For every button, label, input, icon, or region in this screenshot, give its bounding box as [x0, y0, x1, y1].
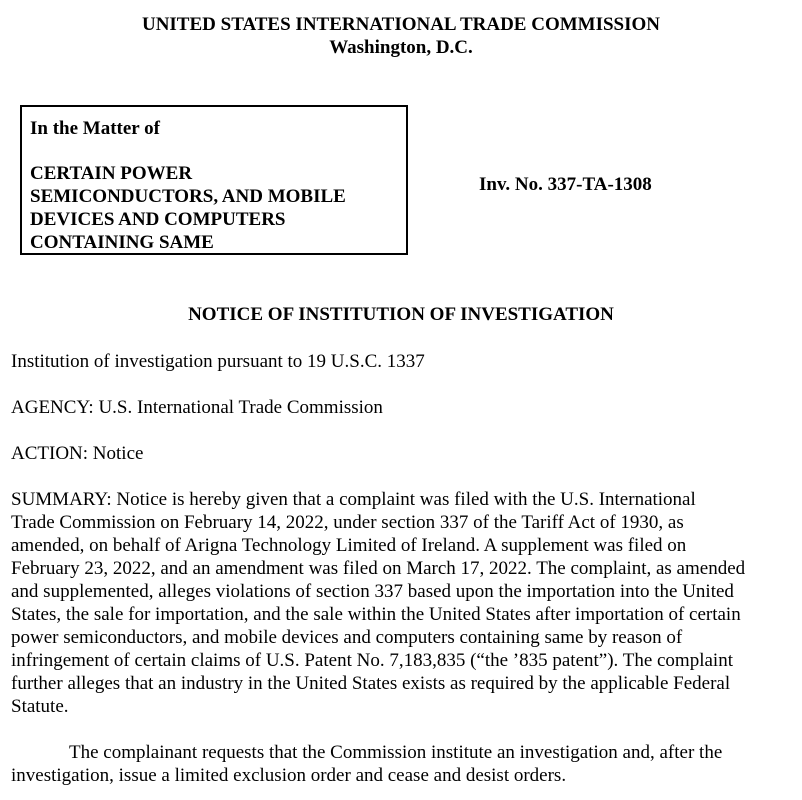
matter-caption-box: [20, 105, 408, 255]
summary-line: Trade Commission on February 14, 2022, under section 337 of the Tariff Act of 1930, as: [11, 512, 684, 533]
summary-line: SUMMARY: Notice is hereby given that a complaint was filed with the U.S. International: [11, 489, 696, 510]
request-line: investigation, issue a limited exclusion order and cease and desist orders.: [11, 765, 567, 786]
action-paragraph: ACTION: Notice: [11, 443, 144, 464]
caption-line: CONTAINING SAME: [30, 232, 214, 253]
summary-paragraph: [11, 488, 795, 718]
in-the-matter-label: In the Matter of: [30, 118, 160, 139]
caption-line: SEMICONDUCTORS, AND MOBILE: [30, 186, 346, 207]
agency-name: UNITED STATES INTERNATIONAL TRADE COMMISSION: [141, 14, 661, 35]
summary-line: February 23, 2022, and an amendment was filed on March 17, 2022. The complaint, as amended: [11, 558, 746, 579]
caption-line: CERTAIN POWER: [30, 163, 193, 184]
summary-line: Statute.: [11, 696, 69, 717]
request-paragraph: [11, 741, 795, 787]
summary-line: and supplemented, alleges violations of section 337 based upon the importation into the United: [11, 581, 734, 602]
matter-caption: [30, 162, 400, 254]
request-line: The complainant requests that the Commission institute an investigation and, after the: [69, 742, 723, 763]
agency-paragraph: AGENCY: U.S. International Trade Commission: [11, 397, 383, 418]
investigation-number: Inv. No. 337-TA-1308: [479, 174, 652, 195]
summary-line: States, the sale for importation, and the sale within the United States after importation of certain: [11, 604, 741, 625]
summary-line: infringement of certain claims of U.S. Patent No. 7,183,835 (“the ’835 patent”). The complaint: [11, 650, 733, 671]
agency-location: Washington, D.C.: [329, 37, 473, 58]
summary-line: power semiconductors, and mobile devices and computers containing same by reason of: [11, 627, 683, 648]
notice-title: NOTICE OF INSTITUTION OF INVESTIGATION: [188, 304, 614, 325]
summary-line: further alleges that an industry in the United States exists as required by the applicable Federal: [11, 673, 731, 694]
caption-line: DEVICES AND COMPUTERS: [30, 209, 286, 230]
summary-line: amended, on behalf of Arigna Technology Limited of Ireland. A supplement was filed on: [11, 535, 687, 556]
institution-paragraph: Institution of investigation pursuant to 19 U.S.C. 1337: [11, 351, 425, 372]
